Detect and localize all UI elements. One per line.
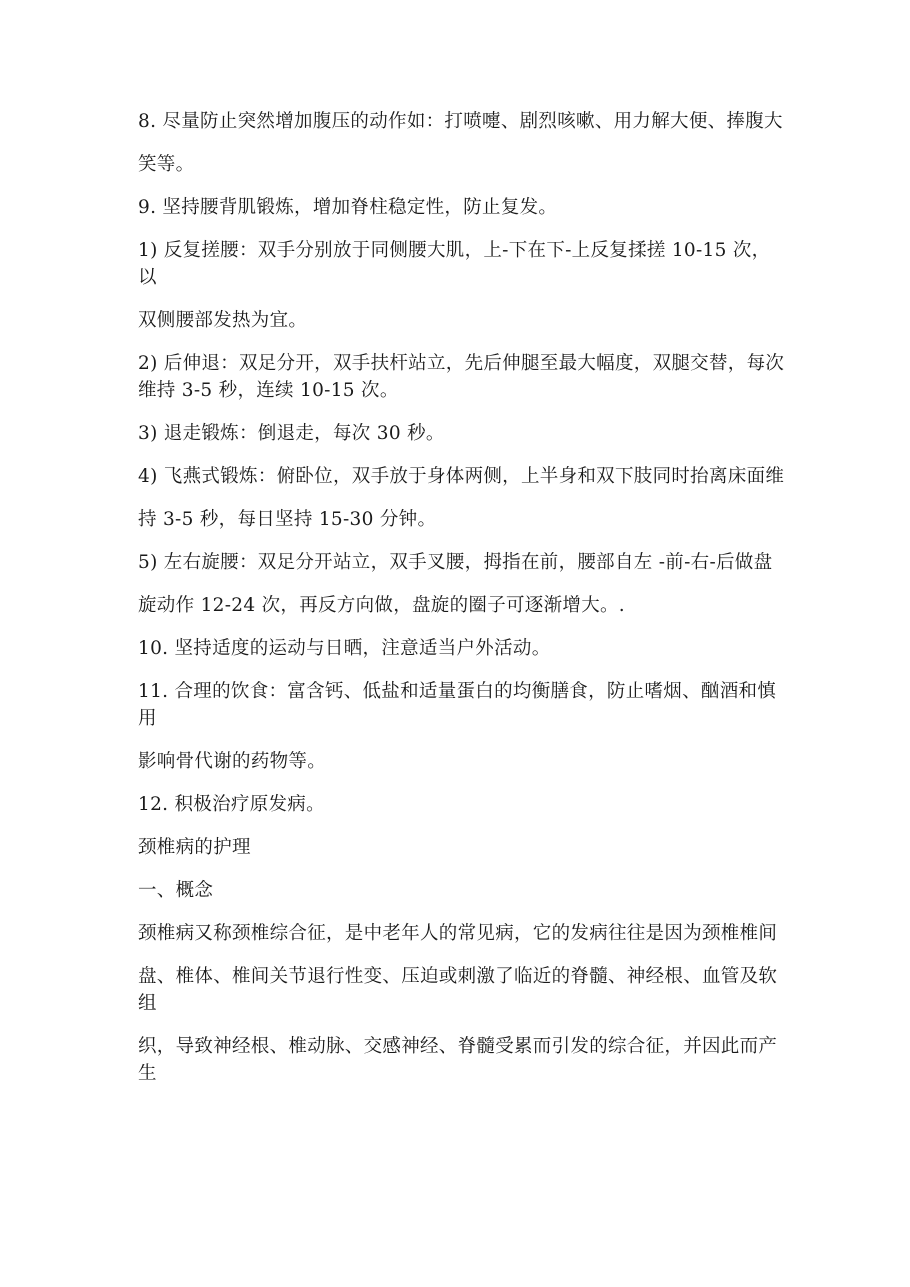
- subsection-heading: 一、概念: [138, 880, 214, 901]
- paragraph-concept-continuation: 盘、椎体、椎间关节退行性变、压迫或刺激了临近的脊髓、神经根、血管及软组: [138, 966, 778, 1014]
- paragraph-continuation: 影响骨代谢的药物等。: [138, 751, 327, 772]
- paragraph-exercise-1: 1) 反复搓腰：双手分别放于同侧腰大肌，上-下在下-上反复揉搓 10-15 次，以: [138, 240, 771, 288]
- section-heading: 颈椎病的护理: [138, 837, 251, 858]
- paragraph-continuation: 双侧腰部发热为宜。: [138, 310, 308, 331]
- paragraph-item-11: 11. 合理的饮食：富含钙、低盐和适量蛋白的均衡膳食，防止嗜烟、酗酒和慎用: [138, 681, 777, 729]
- paragraph-continuation: 持 3-5 秒，每日坚持 15-30 分钟。: [138, 509, 437, 530]
- paragraph-exercise-5: 5) 左右旋腰：双足分开站立，双手叉腰，拇指在前，腰部自左 -前-右-后做盘: [138, 552, 773, 573]
- document-body: [138, 108, 788, 1103]
- paragraph-exercise-2: 2) 后伸退：双足分开，双手扶杆站立，先后伸腿至最大幅度，双腿交替，每次维持 3-5 秒，连续 10-15 次。: [138, 353, 785, 401]
- paragraph-concept: 颈椎病又称颈椎综合征，是中老年人的常见病，它的发病往往是因为颈椎椎间: [138, 923, 778, 944]
- paragraph-item-10: 10. 坚持适度的运动与日晒，注意适当户外活动。: [138, 638, 551, 659]
- paragraph-exercise-3: 3) 退走锻炼：倒退走，每次 30 秒。: [138, 423, 445, 444]
- paragraph-item-8: 8. 尽量防止突然增加腹压的动作如：打喷嚏、剧烈咳嗽、用力解大便、捧腹大: [138, 111, 783, 132]
- paragraph-concept-continuation: 织，导致神经根、椎动脉、交感神经、脊髓受累而引发的综合征，并因此而产生: [138, 1036, 778, 1084]
- paragraph-item-12: 12. 积极治疗原发病。: [138, 794, 325, 815]
- paragraph-item-9: 9. 坚持腰背肌锻炼，增加脊柱稳定性，防止复发。: [138, 197, 558, 218]
- paragraph-exercise-4: 4) 飞燕式锻炼：俯卧位，双手放于身体两侧，上半身和双下肢同时抬离床面维: [138, 466, 785, 487]
- paragraph-continuation: 笑等。: [138, 154, 195, 175]
- paragraph-continuation: 旋动作 12-24 次，再反方向做，盘旋的圈子可逐渐增大。.: [138, 595, 625, 616]
